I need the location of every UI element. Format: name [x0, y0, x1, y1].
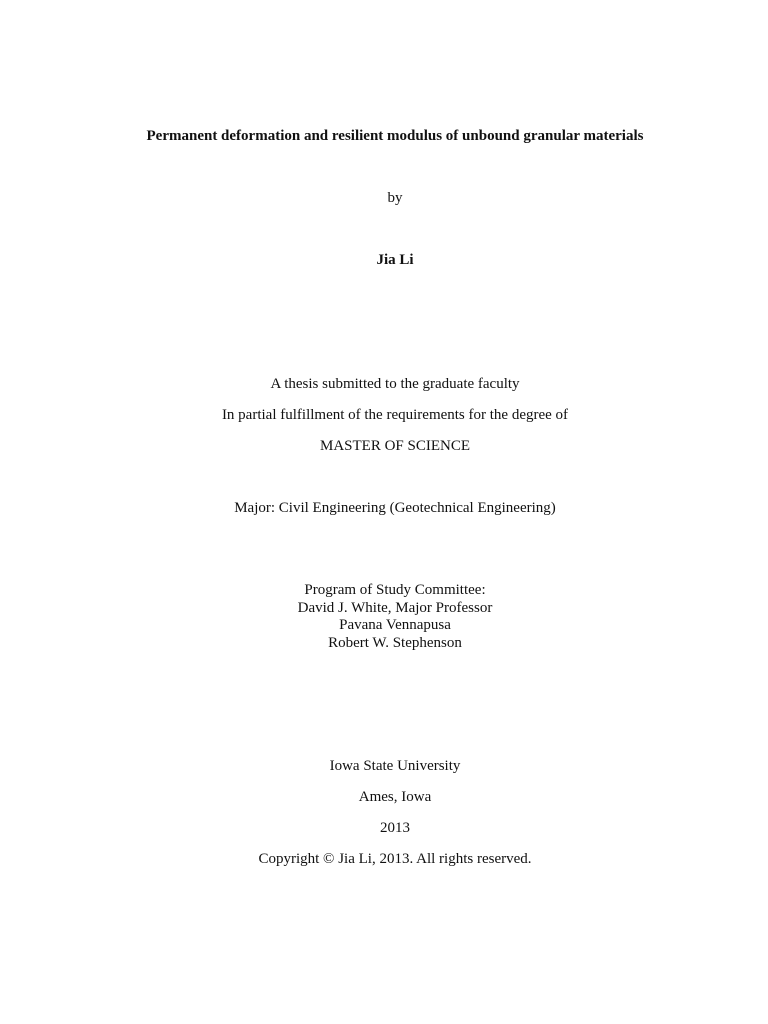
major-field: Major: Civil Engineering (Geotechnical Engineering): [234, 500, 556, 516]
thesis-title: Permanent deformation and resilient modulus of unbound granular materials: [146, 128, 644, 144]
submission-statement-line-2: In partial fulfillment of the requirements for the degree of: [221, 407, 569, 423]
copyright-notice: Copyright © Jia Li, 2013. All rights reserved.: [258, 851, 532, 867]
university-location: Ames, Iowa: [358, 789, 432, 805]
committee-heading: Program of Study Committee:: [304, 582, 486, 598]
committee-member: Robert W. Stephenson: [328, 634, 462, 651]
submission-year: 2013: [380, 820, 410, 836]
by-line: by: [387, 190, 403, 206]
degree-name: MASTER OF SCIENCE: [319, 438, 471, 454]
university-name: Iowa State University: [329, 758, 461, 774]
committee-member: Pavana Vennapusa: [339, 617, 451, 633]
committee-block: [11, 582, 768, 652]
author-name: Jia Li: [376, 252, 414, 268]
submission-statement-line-1: A thesis submitted to the graduate faculty: [270, 376, 520, 392]
committee-member: David J. White, Major Professor: [297, 599, 493, 616]
